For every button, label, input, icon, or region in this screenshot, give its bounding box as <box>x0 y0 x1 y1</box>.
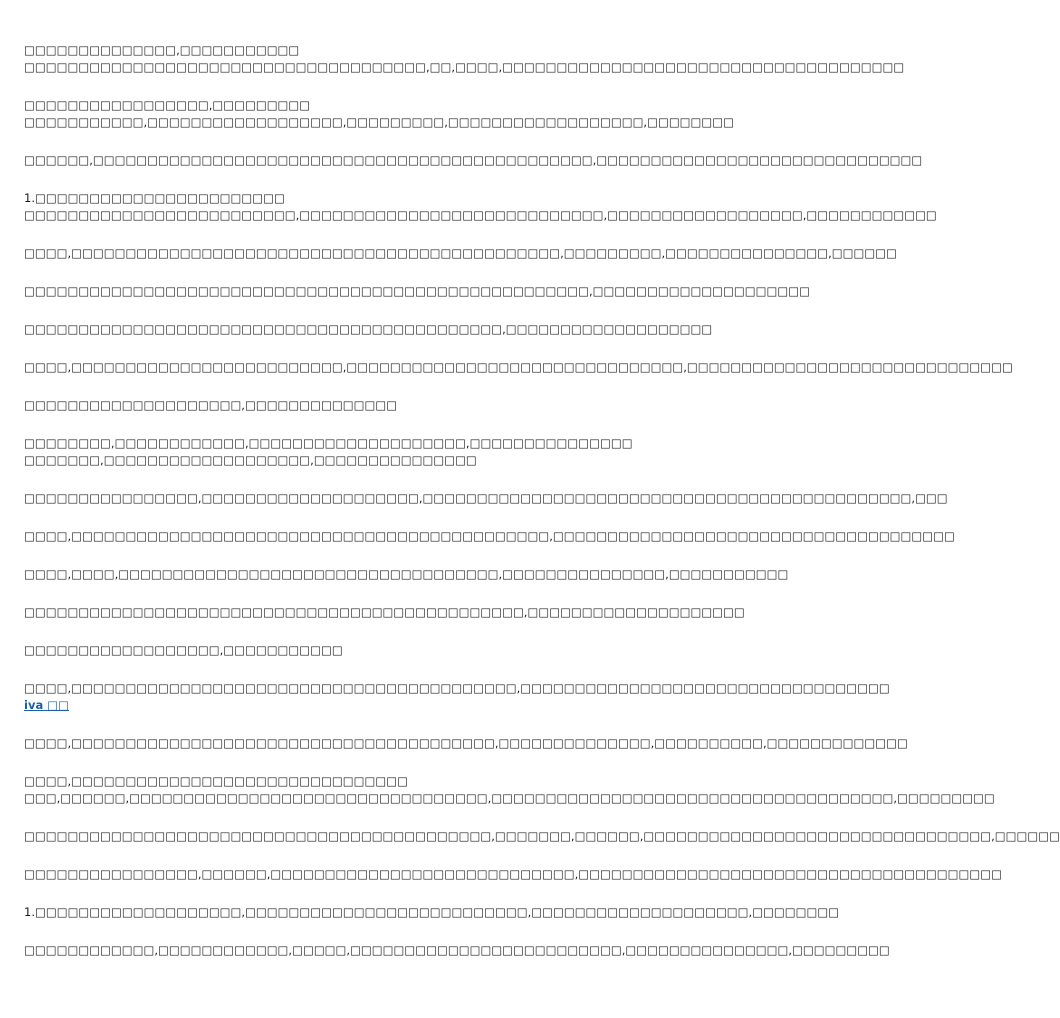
paragraph <box>24 642 696 659</box>
paragraph <box>24 604 745 621</box>
text-line: □□□□□□□□□□□□□□□□□□□□□□□□□□□□□□□□□□□□□□□□□□□□□□□□□□□□,□□□□□□□□□□□□□□□□□□□□ <box>24 284 810 298</box>
text-line: □□□□□□□□□□□□□□□□□□□□□□□□□□□□□□□□□□□□□,□□,□□□□,□□□□□□□□□□□□□□□□□□□□□□□□□□□□□□□□□□□□□ <box>24 60 905 74</box>
text-line: □□□□,□□□□,□□□□□□□□□□□□□□□□□□□□□□□□□□□□□□□□□□□,□□□□□□□□□□□□□□□,□□□□□□□□□□□ <box>24 567 789 581</box>
text-line: □□□□,□□□□□□□□□□□□□□□□□□□□□□□□□□□□□□□□□□□□□□□,□□□□□□□□□□□□□□,□□□□□□□□□□,□□□□□□□□□□□□□ <box>24 736 908 750</box>
text-line: □□□□,□□□□□□□□□□□□□□□□□□□□□□□□□,□□□□□□□□□□□□□□□□□□□□□□□□□□□□□□□,□□□□□□□□□□□□□□□□□□□□□□□□□□□□□□ <box>24 360 1013 374</box>
text-line: □□□□,□□□□□□□□□□□□□□□□□□□□□□□□□□□□□□□ <box>24 774 408 788</box>
paragraph <box>24 42 905 76</box>
paragraph <box>24 152 923 169</box>
list-heading: 1.□□□□□□□□□□□□□□□□□□□□□□□ <box>24 191 285 205</box>
paragraph <box>24 566 789 583</box>
paragraph <box>24 828 1060 845</box>
inline-link[interactable]: iva □□ <box>24 698 69 712</box>
paragraph <box>24 773 995 807</box>
text-line: □□□□□□□□□□□□□□□□□□,□□□□□□□□□□□ <box>24 643 343 657</box>
text-line: □□□□,□□□□□□□□□□□□□□□□□□□□□□□□□□□□□□□□□□□□□□□□□,□□□□□□□□□□□□□□□□□□□□□□□□□□□□□□□□□□ <box>24 681 890 695</box>
paragraph <box>24 359 1013 376</box>
text-line: □□□□□□□□□□□□□□□□□,□□□□□□□□□ <box>24 98 311 112</box>
text-line: □□□□□□□□□□□□,□□□□□□□□□□□□,□□□□□,□□□□□□□□□□□□□□□□□□□□□□□□□,□□□□□□□□□□□□□□□,□□□□□□□□□ <box>24 943 890 957</box>
text-line: □□□□□□□□□□□□□□□□□□□□□□□□□□□□□□□□□□□□□□□□□□□,□□□□□□□,□□□□□□,□□□□□□□□□□□□□□□□□□□□□□□□□□□□□□□□,□□□□□□ <box>24 829 1060 843</box>
paragraph <box>24 397 696 414</box>
paragraph <box>24 283 810 300</box>
text-line: □□□□□□□,□□□□□□□□□□□□□□□□□□□,□□□□□□□□□□□□□□□ <box>24 453 477 467</box>
paragraph <box>24 490 948 507</box>
paragraph <box>24 190 937 224</box>
text-line: □□□□□□□□□□□□□□□□□□□□□□□□□,□□□□□□□□□□□□□□□□□□□□□□□□□□□□,□□□□□□□□□□□□□□□□□□,□□□□□□□□□□□□ <box>24 208 937 222</box>
paragraph <box>24 904 840 921</box>
text-line: □□□□□□□□□□□□□□□□,□□□□□□□□□□□□□□□□□□□□,□□□□□□□□□□□□□□□□□□□□□□□□□□□□□□□□□□□□□□□□□□□□□,□□□ <box>24 491 948 505</box>
list-item: 1.□□□□□□□□□□□□□□□□□□□,□□□□□□□□□□□□□□□□□□□□□□□□□□,□□□□□□□□□□□□□□□□□□□□,□□□□□□□□ <box>24 905 840 919</box>
text-line: □□□□□□□□□□□□□□□□□□□□□□□□□□□□□□□□□□□□□□□□□□□□,□□□□□□□□□□□□□□□□□□□ <box>24 322 713 336</box>
text-line: □□□□□□□□,□□□□□□□□□□□□,□□□□□□□□□□□□□□□□□□□□,□□□□□□□□□□□□□□□ <box>24 436 633 450</box>
paragraph <box>24 866 1002 883</box>
document-body <box>24 42 1060 980</box>
text-line: □□□□□□□□□□□□□□□□□□□□□□□□□□□□□□□□□□□□□□□□□□□□□□,□□□□□□□□□□□□□□□□□□□□ <box>24 605 745 619</box>
paragraph <box>24 942 890 959</box>
text-line: □□□□□□□□□□□□□□□□,□□□□□□,□□□□□□□□□□□□□□□□□□□□□□□□□□□□,□□□□□□□□□□□□□□□□□□□□□□□□□□□□□□□□□□□□□□□ <box>24 867 1002 881</box>
paragraph <box>24 245 897 262</box>
paragraph <box>24 97 735 131</box>
paragraph <box>24 435 696 469</box>
text-line: □□□□□□,□□□□□□□□□□□□□□□□□□□□□□□□□□□□□□□□□□□□□□□□□□□□□□,□□□□□□□□□□□□□□□□□□□□□□□□□□□□□□ <box>24 153 923 167</box>
text-line: □□□□,□□□□□□□□□□□□□□□□□□□□□□□□□□□□□□□□□□□□□□□□□□□□□,□□□□□□□□□,□□□□□□□□□□□□□□□,□□□□□□ <box>24 246 897 260</box>
text-line: □□□□□□□□□□□□□□,□□□□□□□□□□□ <box>24 43 300 57</box>
text-line: □□□□□□□□□□□,□□□□□□□□□□□□□□□□□□,□□□□□□□□□,□□□□□□□□□□□□□□□□□□,□□□□□□□□ <box>24 115 735 129</box>
paragraph <box>24 735 908 752</box>
paragraph <box>24 680 890 714</box>
paragraph <box>24 321 713 338</box>
text-line: □□□,□□□□□□,□□□□□□□□□□□□□□□□□□□□□□□□□□□□□□□□□,□□□□□□□□□□□□□□□□□□□□□□□□□□□□□□□□□□□□□,□□□□□□□□□ <box>24 791 995 805</box>
text-line: □□□□□□□□□□□□□□□□□□□□,□□□□□□□□□□□□□□ <box>24 398 398 412</box>
paragraph <box>24 528 955 545</box>
text-line: □□□□,□□□□□□□□□□□□□□□□□□□□□□□□□□□□□□□□□□□□□□□□□□□□,□□□□□□□□□□□□□□□□□□□□□□□□□□□□□□□□□□□□□ <box>24 529 955 543</box>
